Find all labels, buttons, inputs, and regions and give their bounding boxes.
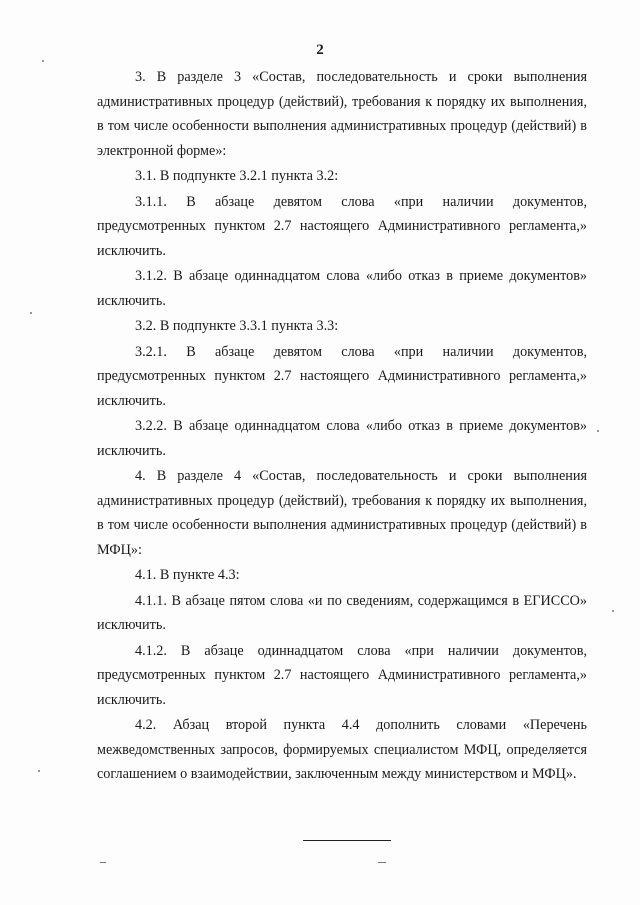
- document-body: [97, 65, 587, 787]
- paragraph-4-1-1: 4.1.1. В абзаце пятом слова «и по сведениям, содержащимся в ЕГИССО» исключить.: [97, 592, 587, 633]
- page-number: 2: [316, 42, 324, 58]
- scan-speck: [38, 770, 40, 772]
- scan-speck: [30, 312, 32, 314]
- paragraph-3-1-1: 3.1.1. В абзаце девятом слова «при наличии документов, предусмотренных пунктом 2.7 настоящего Административного регламента,» исключить.: [97, 193, 587, 259]
- scan-speck: [597, 430, 599, 432]
- paragraph-3-2-2: 3.2.2. В абзаце одиннадцатом слова «либо отказ в приеме документов» исключить.: [97, 418, 587, 459]
- paragraph-3-1-2: 3.1.2. В абзаце одиннадцатом слова «либо отказ в приеме документов» исключить.: [97, 268, 587, 309]
- scan-speck: [378, 862, 386, 863]
- paragraph-3: 3. В разделе 3 «Состав, последовательность и сроки выполнения административных процедур (действий), требования к порядку их выполнения, в том числе особенности выполнения административных процедур (действий) в электронной форме»:: [97, 69, 587, 159]
- paragraph-4-1-2: 4.1.2. В абзаце одиннадцатом слова «при наличии документов, предусмотренных пунктом 2.7 настоящего Административного регламента,» исключить.: [97, 642, 587, 708]
- scan-speck: [100, 862, 106, 863]
- paragraph-4: 4. В разделе 4 «Состав, последовательность и сроки выполнения административных процедур (действий), требования к порядку их выполнения, в том числе особенности выполнения административных процедур (действий) в МФЦ»:: [97, 468, 587, 558]
- paragraph-4-1: 4.1. В пункте 4.3:: [135, 567, 240, 583]
- paragraph-3-2: 3.2. В подпункте 3.3.1 пункта 3.3:: [135, 318, 339, 334]
- paragraph-3-2-1: 3.2.1. В абзаце девятом слова «при наличии документов, предусмотренных пунктом 2.7 настоящего Административного регламента,» исключить.: [97, 343, 587, 409]
- paragraph-3-1: 3.1. В подпункте 3.2.1 пункта 3.2:: [135, 168, 339, 184]
- paragraph-4-2: 4.2. Абзац второй пункта 4.4 дополнить словами «Перечень межведомственных запросов, формируемых специалистом МФЦ, определяется соглашением о взаимодействии, заключенным между министерством и МФЦ».: [97, 717, 587, 782]
- scan-speck: [612, 610, 614, 612]
- closing-separator-line: [303, 840, 391, 841]
- scan-speck: [42, 60, 44, 62]
